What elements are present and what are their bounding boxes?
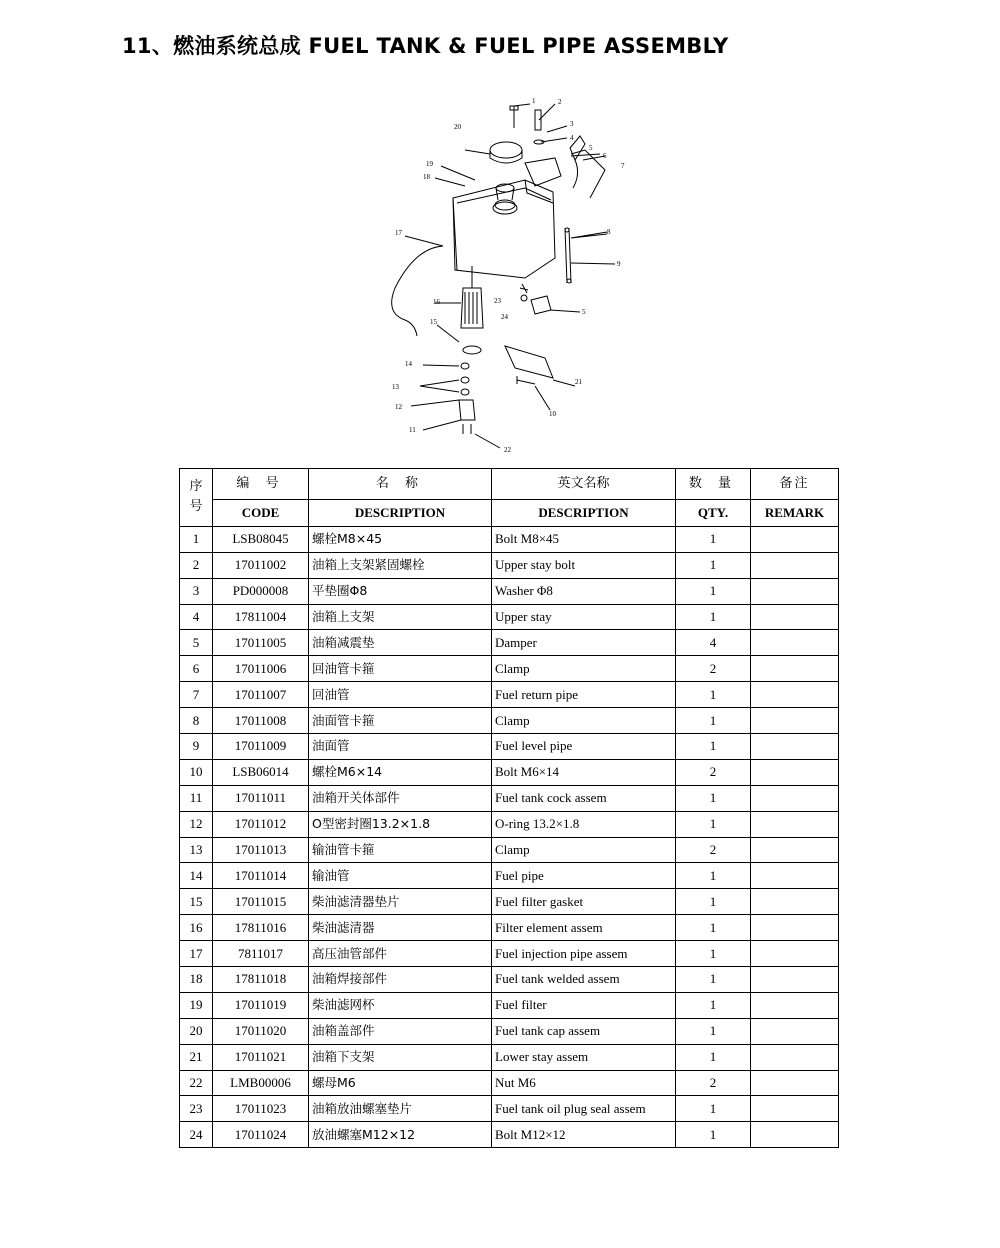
remark-cell [751, 1018, 839, 1044]
remark-cell [751, 604, 839, 630]
name-en-cell: Lower stay assem [492, 1044, 676, 1070]
remark-cell [751, 1070, 839, 1096]
row-number-cell: 14 [180, 863, 213, 889]
row-number-cell: 7 [180, 682, 213, 708]
table-row [180, 682, 839, 708]
remark-cell [751, 656, 839, 682]
part-code-cell: 7811017 [213, 941, 309, 967]
part-code-cell: LSB08045 [213, 526, 309, 552]
table-row [180, 708, 839, 734]
part-code-cell: 17011021 [213, 1044, 309, 1070]
table-row [180, 1096, 839, 1122]
name-en-cell: Fuel tank welded assem [492, 967, 676, 993]
quantity-cell: 1 [676, 941, 751, 967]
name-cn-cell: 螺栓M6×14 [309, 759, 492, 785]
callout: 12 [395, 403, 402, 411]
name-cn-cell: 油箱盖部件 [309, 1018, 492, 1044]
quantity-cell: 4 [676, 630, 751, 656]
quantity-cell: 1 [676, 604, 751, 630]
part-code-cell: LMB00006 [213, 1070, 309, 1096]
part-code-cell: 17011020 [213, 1018, 309, 1044]
callout: 16 [433, 298, 440, 306]
header-qty: QTY. [676, 500, 751, 527]
name-en-cell: Fuel filter [492, 992, 676, 1018]
name-en-cell: Nut M6 [492, 1070, 676, 1096]
part-code-cell: 17011015 [213, 889, 309, 915]
row-number-cell: 13 [180, 837, 213, 863]
header-name-en-cn: 英文名称 [492, 469, 676, 500]
part-code-cell: 17011002 [213, 552, 309, 578]
name-en-cell: Bolt M12×12 [492, 1122, 676, 1148]
quantity-cell: 1 [676, 889, 751, 915]
name-cn-cell: 高压油管部件 [309, 941, 492, 967]
part-code-cell: 17811016 [213, 915, 309, 941]
callout: 14 [405, 360, 412, 368]
name-cn-cell: 油面管 [309, 734, 492, 760]
table-row [180, 630, 839, 656]
remark-cell [751, 526, 839, 552]
callout: 3 [570, 120, 574, 128]
table-row [180, 1122, 839, 1148]
quantity-cell: 2 [676, 1070, 751, 1096]
callout: 1 [532, 97, 536, 105]
name-cn-cell: 柴油滤清器垫片 [309, 889, 492, 915]
callout: 24 [501, 313, 508, 321]
name-cn-cell: 螺栓M8×45 [309, 526, 492, 552]
fuel-tank-exploded-diagram [375, 88, 645, 458]
remark-cell [751, 630, 839, 656]
table-row [180, 915, 839, 941]
part-code-cell: LSB06014 [213, 759, 309, 785]
name-cn-cell: 平垫圈Φ8 [309, 578, 492, 604]
callout: 10 [549, 410, 556, 418]
callout: 5 [582, 308, 586, 316]
row-number-cell: 8 [180, 708, 213, 734]
part-code-cell: 17011012 [213, 811, 309, 837]
quantity-cell: 1 [676, 811, 751, 837]
name-en-cell: Fuel tank oil plug seal assem [492, 1096, 676, 1122]
header-remark: REMARK [751, 500, 839, 527]
callout: 19 [426, 160, 433, 168]
quantity-cell: 1 [676, 1096, 751, 1122]
table-row [180, 552, 839, 578]
quantity-cell: 1 [676, 1018, 751, 1044]
quantity-cell: 2 [676, 759, 751, 785]
remark-cell [751, 837, 839, 863]
quantity-cell: 1 [676, 1122, 751, 1148]
part-code-cell: 17011023 [213, 1096, 309, 1122]
quantity-cell: 2 [676, 837, 751, 863]
remark-cell [751, 578, 839, 604]
table-row [180, 811, 839, 837]
callout: 18 [423, 173, 430, 181]
quantity-cell: 1 [676, 863, 751, 889]
callout: 20 [454, 123, 461, 131]
header-code-cn: 编 号 [213, 469, 309, 500]
part-code-cell: 17811004 [213, 604, 309, 630]
name-en-cell: Fuel level pipe [492, 734, 676, 760]
callout: 2 [558, 98, 562, 106]
name-cn-cell: 油箱开关体部件 [309, 785, 492, 811]
callout: 9 [617, 260, 621, 268]
name-en-cell: Bolt M8×45 [492, 526, 676, 552]
name-en-cell: Clamp [492, 656, 676, 682]
name-en-cell: Damper [492, 630, 676, 656]
table-row [180, 863, 839, 889]
quantity-cell: 1 [676, 915, 751, 941]
name-cn-cell: 输油管 [309, 863, 492, 889]
page-title: 11、燃油系统总成 FUEL TANK & FUEL PIPE ASSEMBLY [122, 34, 729, 58]
remark-cell [751, 889, 839, 915]
quantity-cell: 1 [676, 526, 751, 552]
table-row [180, 526, 839, 552]
table-row [180, 734, 839, 760]
table-row [180, 656, 839, 682]
header-qty-cn: 数 量 [676, 469, 751, 500]
quantity-cell: 1 [676, 992, 751, 1018]
remark-cell [751, 734, 839, 760]
name-en-cell: Fuel tank cap assem [492, 1018, 676, 1044]
callout: 5 [589, 144, 593, 152]
callout: 6 [603, 152, 607, 160]
row-number-cell: 6 [180, 656, 213, 682]
callout: 21 [575, 378, 582, 386]
remark-cell [751, 785, 839, 811]
table-row [180, 992, 839, 1018]
part-code-cell: 17011006 [213, 656, 309, 682]
part-code-cell: 17011024 [213, 1122, 309, 1148]
callout: 4 [570, 134, 574, 142]
part-code-cell: 17011007 [213, 682, 309, 708]
row-number-cell: 15 [180, 889, 213, 915]
part-code-cell: 17011009 [213, 734, 309, 760]
name-cn-cell: 柴油滤网杯 [309, 992, 492, 1018]
remark-cell [751, 1096, 839, 1122]
part-code-cell: 17011013 [213, 837, 309, 863]
remark-cell [751, 708, 839, 734]
row-number-cell: 18 [180, 967, 213, 993]
row-number-cell: 23 [180, 1096, 213, 1122]
parts-list-table [179, 468, 839, 1148]
remark-cell [751, 863, 839, 889]
table-row [180, 1044, 839, 1070]
name-en-cell: Fuel tank cock assem [492, 785, 676, 811]
callout: 8 [607, 228, 611, 236]
part-code-cell: 17011014 [213, 863, 309, 889]
quantity-cell: 1 [676, 708, 751, 734]
callout: 11 [409, 426, 416, 434]
quantity-cell: 1 [676, 552, 751, 578]
table-row [180, 785, 839, 811]
name-cn-cell: 回油管卡箍 [309, 656, 492, 682]
callout: 13 [392, 383, 399, 391]
table-row [180, 967, 839, 993]
remark-cell [751, 682, 839, 708]
row-number-cell: 3 [180, 578, 213, 604]
row-number-cell: 16 [180, 915, 213, 941]
table-row [180, 759, 839, 785]
name-en-cell: Fuel return pipe [492, 682, 676, 708]
row-number-cell: 17 [180, 941, 213, 967]
remark-cell [751, 759, 839, 785]
name-en-cell: O-ring 13.2×1.8 [492, 811, 676, 837]
header-description-en: DESCRIPTION [492, 500, 676, 527]
part-code-cell: 17811018 [213, 967, 309, 993]
name-cn-cell: 油箱上支架 [309, 604, 492, 630]
quantity-cell: 2 [676, 656, 751, 682]
name-en-cell: Fuel pipe [492, 863, 676, 889]
name-cn-cell: 输油管卡箍 [309, 837, 492, 863]
name-cn-cell: 油箱下支架 [309, 1044, 492, 1070]
exploded-view-drawing [375, 88, 645, 458]
name-cn-cell: 柴油滤清器 [309, 915, 492, 941]
header-name-cn: 名 称 [309, 469, 492, 500]
part-code-cell: 17011005 [213, 630, 309, 656]
name-cn-cell: 螺母M6 [309, 1070, 492, 1096]
part-code-cell: PD000008 [213, 578, 309, 604]
name-cn-cell: 油箱焊接部件 [309, 967, 492, 993]
name-en-cell: Clamp [492, 837, 676, 863]
name-en-cell: Filter element assem [492, 915, 676, 941]
name-cn-cell: 油箱上支架紧固螺栓 [309, 552, 492, 578]
row-number-cell: 10 [180, 759, 213, 785]
row-number-cell: 11 [180, 785, 213, 811]
name-cn-cell: 油箱减震垫 [309, 630, 492, 656]
table-row [180, 941, 839, 967]
remark-cell [751, 915, 839, 941]
remark-cell [751, 941, 839, 967]
callout: 22 [504, 446, 511, 454]
callout: 15 [430, 318, 437, 326]
name-en-cell: Upper stay [492, 604, 676, 630]
remark-cell [751, 967, 839, 993]
remark-cell [751, 992, 839, 1018]
table-row [180, 604, 839, 630]
name-cn-cell: O型密封圈13.2×1.8 [309, 811, 492, 837]
row-number-cell: 9 [180, 734, 213, 760]
name-en-cell: Washer Φ8 [492, 578, 676, 604]
row-number-cell: 19 [180, 992, 213, 1018]
table-row [180, 837, 839, 863]
remark-cell [751, 1044, 839, 1070]
quantity-cell: 1 [676, 785, 751, 811]
name-cn-cell: 油箱放油螺塞垫片 [309, 1096, 492, 1122]
name-en-cell: Clamp [492, 708, 676, 734]
name-cn-cell: 油面管卡箍 [309, 708, 492, 734]
quantity-cell: 1 [676, 967, 751, 993]
quantity-cell: 1 [676, 734, 751, 760]
row-number-cell: 20 [180, 1018, 213, 1044]
row-number-cell: 24 [180, 1122, 213, 1148]
callout: 23 [494, 297, 501, 305]
name-en-cell: Fuel injection pipe assem [492, 941, 676, 967]
row-number-cell: 2 [180, 552, 213, 578]
table-row [180, 578, 839, 604]
row-number-cell: 1 [180, 526, 213, 552]
quantity-cell: 1 [676, 578, 751, 604]
header-description-cn: DESCRIPTION [309, 500, 492, 527]
remark-cell [751, 552, 839, 578]
name-en-cell: Bolt M6×14 [492, 759, 676, 785]
callout: 17 [395, 229, 402, 237]
table-row [180, 889, 839, 915]
part-code-cell: 17011019 [213, 992, 309, 1018]
row-number-cell: 22 [180, 1070, 213, 1096]
part-code-cell: 17011011 [213, 785, 309, 811]
table-row [180, 1018, 839, 1044]
parts-table-body [180, 526, 839, 1147]
row-number-cell: 12 [180, 811, 213, 837]
remark-cell [751, 1122, 839, 1148]
header-remark-cn: 备注 [751, 469, 839, 500]
header-code: CODE [213, 500, 309, 527]
part-code-cell: 17011008 [213, 708, 309, 734]
table-row [180, 1070, 839, 1096]
callout: 7 [621, 162, 625, 170]
header-seq: 序号 [180, 469, 213, 527]
row-number-cell: 5 [180, 630, 213, 656]
remark-cell [751, 811, 839, 837]
name-cn-cell: 回油管 [309, 682, 492, 708]
quantity-cell: 1 [676, 682, 751, 708]
row-number-cell: 4 [180, 604, 213, 630]
quantity-cell: 1 [676, 1044, 751, 1070]
name-en-cell: Fuel filter gasket [492, 889, 676, 915]
row-number-cell: 21 [180, 1044, 213, 1070]
name-cn-cell: 放油螺塞M12×12 [309, 1122, 492, 1148]
name-en-cell: Upper stay bolt [492, 552, 676, 578]
